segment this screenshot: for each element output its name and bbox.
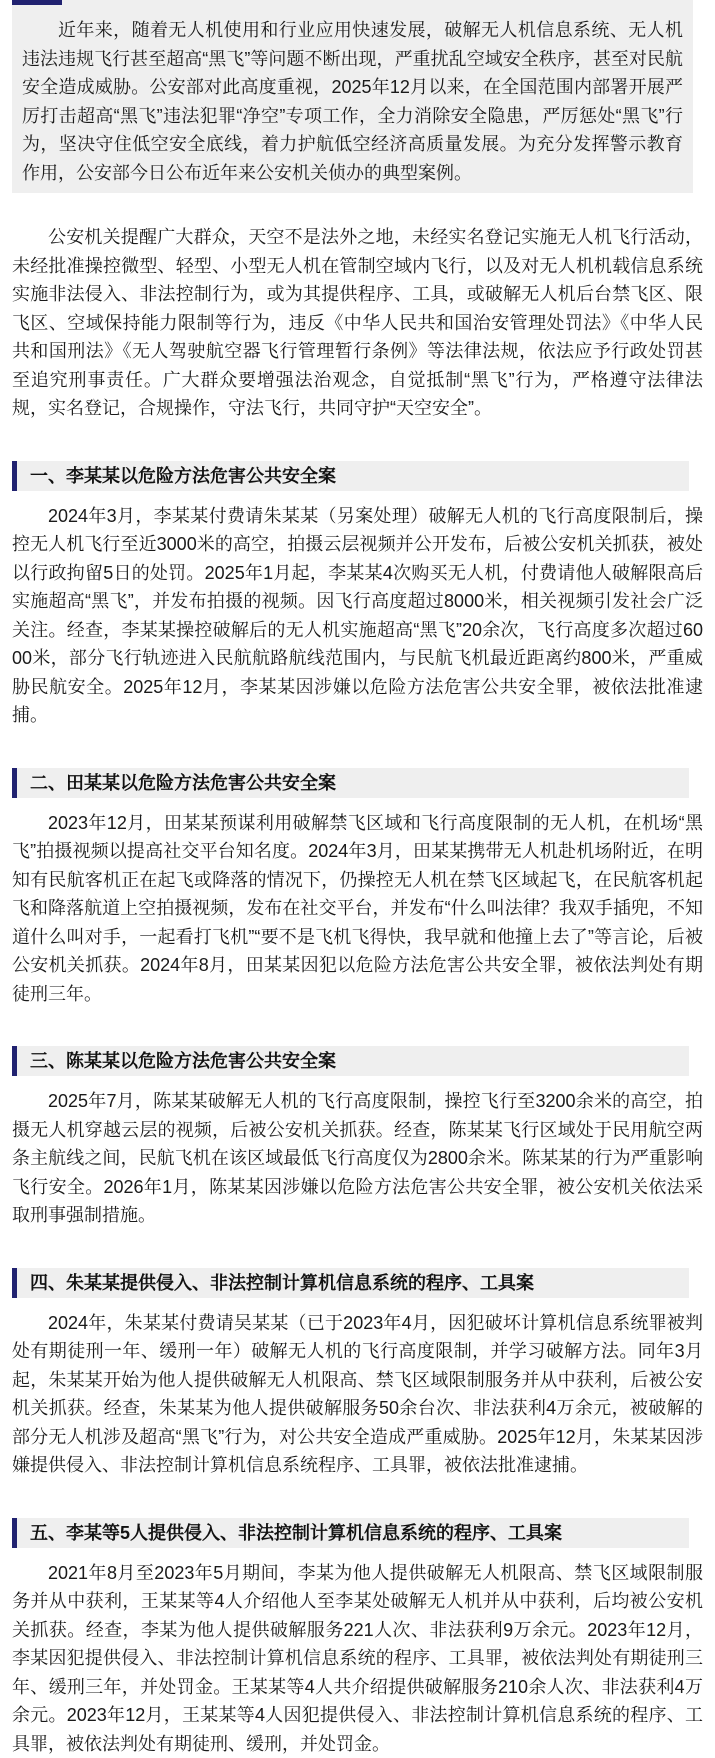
intro-highlight-block <box>12 0 693 193</box>
case-5-title: 五、李某等5人提供侵入、非法控制计算机信息系统的程序、工具案 <box>12 1518 689 1548</box>
case-4-title: 四、朱某某提供侵入、非法控制计算机信息系统的程序、工具案 <box>12 1268 689 1298</box>
decorative-accent-tab <box>12 0 62 5</box>
case-3-body: 2025年7月，陈某某破解无人机的飞行高度限制，操控飞行至3200余米的高空，拍摄无人机穿越云层的视频，后被公安机关抓获。经查，陈某某飞行区域处于民用航空两条主航线之间，民航飞机在该区域最低飞行高度仅为2800余米。陈某某的行为严重影响飞行安全。2026年1月，陈某某因涉嫌以危险方法危害公共安全罪，被公安机关依法采取刑事强制措施。 <box>12 1087 703 1230</box>
case-5-body: 2021年8月至2023年5月期间，李某为他人提供破解无人机限高、禁飞区域限制服务并从中获利，王某某等4人介绍他人至李某处破解无人机并从中获利，后均被公安机关抓获。经查，李某为他人提供破解服务221人次、非法获利9万余元。2023年12月，李某因犯提供侵入、非法控制计算机信息系统的程序、工具罪，被依法判处有期徒刑三年、缓刑三年，并处罚金。王某某等4人共介绍提供破解服务210余人次、非法获利4万余元。2023年12月，王某某等4人因犯提供侵入、非法控制计算机信息系统的程序、工具罪，被依法判处有期徒刑、缓刑，并处罚金。 <box>12 1559 703 1758</box>
case-2-body: 2023年12月，田某某预谋利用破解禁飞区域和飞行高度限制的无人机，在机场“黑飞”拍摄视频以提高社交平台知名度。2024年3月，田某某携带无人机赴机场附近，在明知有民航客机正在起飞或降落的情况下，仍操控无人机在禁飞区域起飞，在民航客机起飞和降落航道上空拍摄视频，发布在社交平台，并发布“什么叫法律？我双手插兜，不知道什么叫对手，一起看打飞机”“要不是飞机飞得快，我早就和他撞上去了”等言论，后被公安机关抓获。2024年8月，田某某因犯以危险方法危害公共安全罪，被依法判处有期徒刑三年。 <box>12 809 703 1009</box>
case-4-body: 2024年，朱某某付费请吴某某（已于2023年4月，因犯破坏计算机信息系统罪被判处有期徒刑一年、缓刑一年）破解无人机的飞行高度限制，并学习破解方法。同年3月起，朱某某开始为他人提供破解无人机限高、禁飞区域限制服务并从中获利，后被公安机关抓获。经查，朱某某为他人提供破解服务50余台次、非法获利4万余元，被破解的部分无人机涉及超高“黑飞”行为，对公共安全造成严重威胁。2025年12月，朱某某因涉嫌提供侵入、非法控制计算机信息系统程序、工具罪，被依法批准逮捕。 <box>12 1309 703 1480</box>
case-1-title: 一、李某某以危险方法危害公共安全案 <box>12 461 689 491</box>
case-3-title: 三、陈某某以危险方法危害公共安全案 <box>12 1046 689 1076</box>
police-reminder-paragraph: 公安机关提醒广大群众，天空不是法外之地，未经实名登记实施无人机飞行活动，未经批准操控微型、轻型、小型无人机在管制空域内飞行，以及对无人机机载信息系统实施非法侵入、非法控制行为，或为其提供程序、工具，或破解无人机后台禁飞区、限飞区、空域保持能力限制等行为，违反《中华人民共和国治安管理处罚法》《中华人民共和国刑法》《无人驾驶航空器飞行管理暂行条例》等法律法规，依法应予行政处罚甚至追究刑事责任。广大群众要增强法治观念，自觉抵制“黑飞”行为，严格遵守法律法规，实名登记，合规操作，守法飞行，共同守护“天空安全”。 <box>12 223 703 423</box>
case-2-title: 二、田某某以危险方法危害公共安全案 <box>12 768 689 798</box>
intro-paragraph: 近年来，随着无人机使用和行业应用快速发展，破解无人机信息系统、无人机违法违规飞行甚至超高“黑飞”等问题不断出现，严重扰乱空域安全秩序，甚至对民航安全造成威胁。公安部对此高度重视，2025年12月以来，在全国范围内部署开展严厉打击超高“黑飞”违法犯罪“净空”专项工作，全力消除安全隐患，严厉惩处“黑飞”行为，坚决守住低空安全底线，着力护航低空经济高质量发展。为充分发挥警示教育作用，公安部今日公布近年来公安机关侦办的典型案例。 <box>22 16 683 187</box>
case-1-body: 2024年3月，李某某付费请朱某某（另案处理）破解无人机的飞行高度限制后，操控无人机飞行至近3000米的高空，拍摄云层视频并公开发布，后被公安机关抓获，被处以行政拘留5日的处罚。2025年1月起，李某某4次购买无人机，付费请他人破解限高后实施超高“黑飞”，并发布拍摄的视频。因飞行高度超过8000米，相关视频引发社会广泛关注。经查，李某某操控破解后的无人机实施超高“黑飞”20余次，飞行高度多次超过6000米，部分飞行轨迹进入民航航路航线范围内，与民航飞机最近距离约800米，严重威胁民航安全。2025年12月，李某某因涉嫌以危险方法危害公共安全罪，被依法批准逮捕。 <box>12 502 703 730</box>
